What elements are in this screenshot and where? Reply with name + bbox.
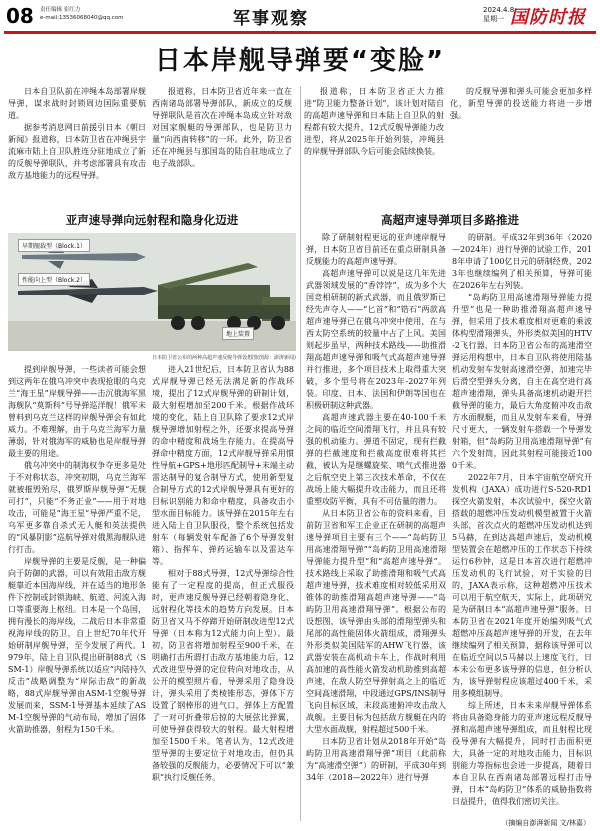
paragraph: 相对于88式导弹，12式导弹综合性能有了一定程度的提高，但正式服役时，更声速反舰导弹已经朝着隐身化、远射程化等技术的趋势方向发展。日本防卫省又马不停蹄开始研制改进型12式导弹（日本称为12式能力向上型）。最初，防卫省将增加射程至900千米，在明确打击所谓打击敌方基地能力后，12式改进型导弹的定位转向对地攻击，从公开的模型照片看，导弹采用了隐身设计，弹头采用了类棱锥形态，弹体下方设置了钢棒形的进气口，弹体上方配置了一对可折叠带后掠的大展弦比弹翼，可使导弹获得较大的射程。最大射程增加至1500千米。笔者认为，12式改进型导弹的主要定位于对地攻击，但仍具备较强的反舰能力，必要情况下可以“兼职”执行反舰任务。	[152, 569, 294, 782]
paragraph: 高超声速导弹可以说是这几年先进武器领域发展的“香饽饽”，成为多个大国竞相研制的新式武器，而且俄罗斯已经先声夺人——“匕首”和“锆石”两款高超声速导弹已在俄乌冲突中使用，在与西太防空系统的较量中占了上风。美国则起步虽早，两种技术路线——助推滑翔高超声速导弹和吸气式高超声速导弹并行推进，多个项目技术上取得重大突破，多个型号将在2023年-2027年列装。印度、日本、法国和伊朗等国也在积极研制这种武器。	[306, 269, 446, 410]
paragraph: 据参考消息网日前援引日本《朝日新闻》报道称，日本防卫省在冲绳县宇流麻市陆上自卫队胜连分驻地成立了新的反舰导弹联队，并考虑部署具有攻击敌方基地能力的远程导弹。	[8, 123, 146, 180]
paragraph: 综上所述，日本未来岸舰导弹体系将由具备隐身能力的亚声速远程反舰导弹和高超声速导弹组成，而且射程比现役导弹有大幅提升，同时打击面积更大，具备一定的对地攻击能力，目标识别能力等指标也会进一步提高，随着日本自卫队在西南诸岛部署远程打击导弹，日本“岛屿防卫”体系的威胁指数将日益提升，值得我们密切关注。	[452, 701, 592, 806]
editor-info	[40, 6, 123, 22]
intro-column-2	[152, 86, 292, 206]
left-article-column-1	[8, 364, 146, 820]
date-line: 2024.4.8	[483, 6, 515, 14]
intro-column-4	[450, 86, 592, 206]
paragraph: 进入21世纪后，日本防卫省认为88式岸舰导弹已经无法满足新的作战环境，提出了12式岸舰导弹的研制计划，最大射程增加至200千米。根据作战环境的变化，陆上自卫队除了要求12式岸舰导弹增加射程之外，还要求提高导弹的命中精度和战场生存能力。在提高导弹命中精度方面，12式岸舰导弹采用惯性导航+GPS+地形匹配制导+末端主动雷达制导的复合制导方式，使用新型复合制导方式的12式岸舰导弹具有更好的目标识别能力和命中精度，具备攻击小型水面目标能力。该导弹在2015年左右进入陆上自卫队服役，整个系统包括发射车（每辆发射车配备了6个导弹发射箱）、指挥车、弹药运输车以及雷达车等。	[152, 365, 294, 566]
right-article-title: 高超声速导弹项目多路推进	[381, 213, 519, 227]
page-header	[0, 0, 600, 34]
figure-label-block2: 性能向上型（Block.2）	[18, 273, 90, 286]
paragraph: 报道称，日本防卫省近年来一直在西南诸岛部署导弹部队，新成立的反舰导弹联队是首次在冲绳本岛成立针对敌对国家舰艇的导弹部队，也是防卫力量“向西南转移”的一环。此外，防卫省还在冲绳县与那国岛的陆自驻地成立了电子战部队。	[152, 87, 292, 168]
figure-label-ground: 地上装置	[222, 327, 254, 340]
missile-figure	[8, 233, 296, 351]
header-rule	[4, 31, 596, 34]
paragraph: “岛屿防卫用高速滑翔导弹能力提升型”也是一种助推滑翔高超声速导弹，但采用了技术难度相对更难的乘波体构型滑翔弹头，外形类似美国的HTV-2飞行器，日本防卫省公布的高速滑空弹运用构想中，日本自卫队将使用陆基机动发射车发射高速滑空弹，加速完毕后滑空型弹头分离，自主在高空进行高超声速滑翔，弹头具备高速机动避开拦截导弹的能力，最后大角度俯冲攻击敌方水面舰艇，而且从发射车来看，导弹尺寸更大，一辆发射车搭载一个导弹发射箱，但“岛屿防卫用高速滑翔导弹”有六个发射筒，因此其射程可能接近1000千米。	[452, 293, 592, 470]
right-article-column-2	[452, 232, 592, 816]
figure-caption: 日本防卫省公布的两种高超声速反舰导弹设想图(图源：澎湃新闻)	[152, 355, 296, 361]
paragraph: 日本防卫省计划从2018年开始“岛屿防卫用高速滑翔导弹”项目（此前称为“高速滑空弹”）的研制，平成30年到34年（2018—2022年）进行导弹	[306, 737, 446, 782]
paragraph: 从日本防卫省公布的资料来看，目前防卫省和军工企业正在研制的高超声速导弹项目主要有三个——“岛屿防卫用高速滑翔导弹”“岛屿防卫用高速滑翔导弹能力提升型”和“高超声速导弹”。技术路线上采取了助推滑翔和吸气式高超声速导弹，技术难度相对较低采用双锥体的助推滑翔高超声速导弹——“岛屿防卫用高速滑翔导弹”。根据公布的设想图，该导弹由头部的滑翔型弹头和尾部的高性能固体火箭组成，滑翔弹头外形类似美国陆军的AHW飞行器，该武器安装在高机动卡车上，作战时利用高加速的高性能火箭发动机助推到高超声速，在敌人防空导弹射高之上的临近空间高速滑翔，中段通过GPS/INS制导飞向目标区域，末段高速俯冲攻击敌人战舰。主要目标为包括敌方舰艇在内的大型水面战舰，射程超过500千米。	[306, 509, 446, 734]
newspaper-logo: 国防时报	[510, 7, 586, 28]
intro-column-3	[304, 86, 444, 206]
article-source: （摘编自澎湃新闻 文/林嘉）	[501, 819, 590, 827]
email-line: e-mail:13536068040@qq.com	[40, 15, 124, 21]
paragraph: 提到岸舰导弹，一些读者可能会想到这两年在俄乌冲突中表现抢眼的乌克兰“海王星”岸舰导弹——击沉俄海军黑海舰队“莫斯科”号导弹巡洋舰！俄军未曾料到乌克兰这样的岸舰导弹会有如此威力。不难理解，由于乌克兰海军力量薄弱，针对俄海军的威胁也是岸舰导弹最主要的用途。	[8, 365, 146, 458]
figure-label-block1: 早期舰载型（Block.1）	[18, 239, 90, 252]
paragraph: 日本自卫队前在冲绳本岛部署岸舰导弹，谋求战时封锁周边国际重要航道。	[8, 87, 146, 120]
section-title: 军事观察	[233, 9, 309, 29]
weekday-line: 星期一	[483, 15, 504, 23]
intro-column-1	[8, 86, 146, 206]
headline: 日本岸舰导弹要“变脸”	[154, 46, 446, 76]
editor-line: 责任编辑 崔红力	[40, 7, 81, 13]
paragraph: 报道称，日本防卫省正大力推进“防卫能力整备计划”，该计划对陆自的高超声速导弹和日本陆上自卫队的射程都有较大提升，12式反舰导弹能力改进型，将从2025年开始列装，冲绳县的岸舰导弹部队今后可能会陆续换装。	[304, 87, 444, 156]
left-article-title: 亚声速导弹向远射程和隐身化迈进	[65, 213, 239, 227]
paragraph: 岸舰导弹的主要是反舰，是一种偏向于防御的武器，可以有效阻击敌方舰艇靠近本国海岸线，并在适当的地形条件下控制或封锁海峡、航道、河流入海口等重要海上枢纽。日本是一个岛国，拥有漫长的海岸线，二战后日本非常重视海岸线的防卫，自上世纪70年代开始研制岸舰导弹，至今发展了两代。1979年，陆上自卫队提出研制88式（SSM-1）岸舰导弹系统以适应“内陆持久反击”战略调整为“岸际击敌”的新战略，88式岸舰导弹由ASM-1空舰导弹发展而来，SSM-1导弹基本延续了ASM-1空舰导弹的气动布局，增加了固体火箭助推器，射程为150千米。	[8, 557, 146, 734]
paragraph: 除了研制射程更远的亚声速岸舰导弹，日本防卫省目前还在重点研制具备反舰能力的高超声速导弹。	[306, 233, 446, 266]
right-article-column-1	[306, 232, 446, 820]
paragraph: 的反舰导弹和弹头可能会更加多样化，新型导弹的投送能力将进一步增强。	[450, 87, 592, 120]
paragraph: 高超声速武器主要在40-100千米之间的临近空间滑翔飞行，并且具有较强的机动能力。弹道不固定，现有拦截弹的拦截速度和拦截高度很难将其拦截，被认为是继螺旋桨、喷气式推进器之后航空史上第三次技术革命，不仅在战场上能大幅提升攻击能力，而且还将重塑攻防平衡，具有不可估量的潜力。	[306, 413, 446, 506]
page-number: 08	[6, 4, 34, 28]
paragraph: 2022年7月，日本宇宙航空研究开发机构（JAXA）成功进行S-520-RD1探空火箭发射，本次试验中，探空火箭搭载的超燃冲压发动机模型被置于火箭头部，首次点火的超燃冲压发动机达到5马赫，在到达高超声速后，发动机模型装置会在超燃冲压的工作状态下持续运行6秒钟，这是日本首次进行超燃冲压发动机的飞行试验，对于实验的目的，JAXA表示称，这种超燃冲压技术可以用于航空航天，实际上，此项研究是为研制日本“高超声速导弹”服务。日本防卫省在2021年度开始编列吸气式超燃冲压高超声速导弹的开发，在去年继续编列了相关预算，据称该导弹可以在临近空间以5马赫以上速度飞行，日本未公布更多该导弹的信息，但分析认为，该导弹射程应该超过400千米，采用多模组制导。	[452, 473, 592, 698]
paragraph: 俄乌冲突中的制海权争夺更多是处于不对称状态，冲突初期，乌克兰海军就被摧毁殆尽，俄罗斯岸舰导弹“无舰可打”，只能“不务正业”——用于对地攻击，可能是“海王星”导弹严重不足，乌军更多靠自杀式无人艇和英法提供的“风暴阴影”巡航导弹对俄黑海舰队进行打击。	[8, 461, 146, 554]
column-divider	[300, 86, 301, 821]
left-article-column-2	[152, 364, 294, 820]
paragraph: 的研制。平成32年到36年（2020—2024年）进行导弹的试验工作，2018年申请了100亿日元的研制经费，2023年也继续编列了相关预算，导弹可能在2026年左右列装。	[452, 233, 592, 290]
